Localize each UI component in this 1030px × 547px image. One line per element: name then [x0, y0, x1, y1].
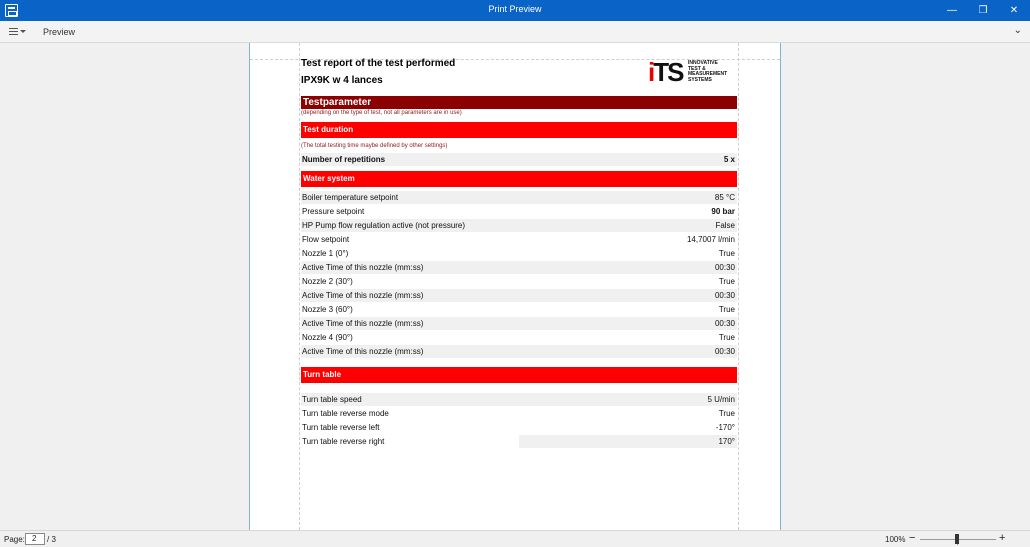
page-total: / 3: [47, 535, 56, 544]
water-system-heading: Water system: [301, 171, 737, 187]
preview-viewport[interactable]: [0, 43, 1030, 530]
testparameter-heading: Testparameter: [301, 96, 737, 109]
zoom-level: 100%: [885, 535, 906, 544]
report-page: [249, 43, 781, 530]
table-row: Number of repetitions 5 x: [302, 155, 735, 164]
turn-table-heading: Turn table: [301, 367, 737, 383]
table-row: Turn table reverse mode True: [302, 409, 735, 418]
testparameter-note: (depending on the type of test, not all parameters are in use): [301, 110, 462, 116]
minimize-button[interactable]: [935, 0, 969, 21]
table-row: Pressure setpoint 90 bar: [302, 207, 735, 216]
restore-button[interactable]: [966, 0, 1000, 21]
close-icon: ✕: [1009, 5, 1019, 16]
zoom-in-button[interactable]: +: [999, 532, 1006, 544]
status-bar: [0, 530, 1030, 547]
test-duration-note: (The total testing time maybe defined by other settings): [301, 143, 448, 149]
table-row: Nozzle 3 (60°) True: [302, 305, 735, 314]
close-button[interactable]: [997, 0, 1030, 21]
margin-guide-right: [738, 43, 739, 530]
page-number-input[interactable]: 2: [25, 533, 45, 545]
preview-label[interactable]: Preview: [43, 27, 76, 37]
table-row: Turn table reverse right 170°: [302, 437, 735, 446]
window-title: Print Preview: [488, 4, 542, 14]
zoom-slider-thumb[interactable]: [955, 534, 959, 544]
toolbar: [0, 21, 1030, 43]
table-row: Nozzle 2 (30°) True: [302, 277, 735, 286]
table-row: Nozzle 1 (0°) True: [302, 249, 735, 258]
report-title: Test report of the test performed: [301, 58, 456, 69]
page-label: Page:: [4, 535, 25, 544]
table-row: Active Time of this nozzle (mm:ss) 00:30: [302, 347, 735, 356]
report-subtitle: IPX9K w 4 lances: [301, 75, 383, 86]
table-row: Flow setpoint 14,7007 l/min: [302, 235, 735, 244]
table-row: Active Time of this nozzle (mm:ss) 00:30: [302, 263, 735, 272]
table-row: Turn table speed 5 U/min: [302, 395, 735, 404]
chevron-down-icon[interactable]: ⌄: [1013, 25, 1022, 36]
margin-guide-left: [299, 43, 300, 530]
its-logo: [648, 58, 738, 86]
table-row: Turn table reverse left -170°: [302, 423, 735, 432]
title-bar: [0, 0, 1030, 21]
test-duration-heading: Test duration: [301, 122, 737, 138]
table-row: HP Pump flow regulation active (not pressure) False: [302, 221, 735, 230]
logo-mark: iTS: [648, 57, 683, 87]
restore-icon: ❐: [978, 5, 988, 16]
minimize-icon: —: [947, 5, 957, 16]
table-row: Active Time of this nozzle (mm:ss) 00:30: [302, 291, 735, 300]
logo-words: INNOVATIVE TEST & MEASUREMENT SYSTEMS: [688, 60, 728, 83]
table-row: Boiler temperature setpoint 85 °C: [302, 193, 735, 202]
page-menu-icon[interactable]: [9, 27, 25, 37]
table-row: Nozzle 4 (90°) True: [302, 333, 735, 342]
zoom-out-button[interactable]: −: [909, 532, 916, 544]
table-row: Active Time of this nozzle (mm:ss) 00:30: [302, 319, 735, 328]
